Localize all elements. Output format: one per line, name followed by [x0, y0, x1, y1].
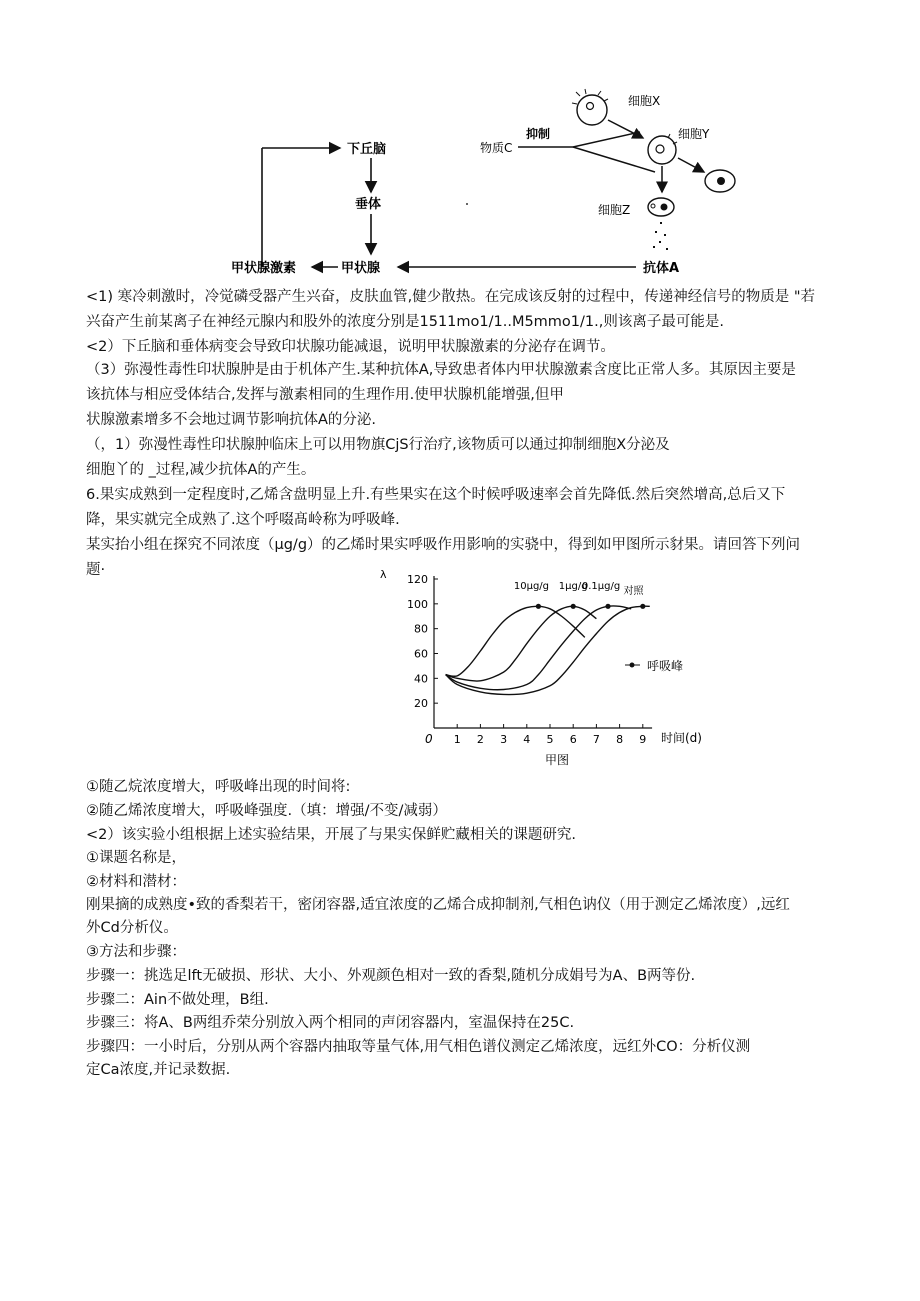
x-tick-label: 1	[453, 733, 461, 746]
question-line: ①课题名称是，	[86, 850, 186, 866]
y-tick-label: 100	[407, 597, 428, 611]
plasma-cell-icon	[705, 170, 735, 192]
y-tick-label: 20	[414, 697, 428, 711]
question-line: ③方法和步骤：	[86, 944, 186, 960]
x-axis-label: 时间(d)	[661, 731, 702, 745]
question-line: <1) 寒冷刺激时，冷觉磷受器产生兴奋，皮肤血管,健少散热。在完成该反射的过程中，传递神经信号的物质是 "若	[86, 289, 816, 305]
inhibit-label: 抑制	[526, 127, 551, 141]
question-line: 细胞丫的 _过程,减少抗体A的产生。	[86, 462, 316, 478]
x-tick-label: 6	[569, 733, 577, 746]
origin-label: 0	[425, 732, 433, 746]
chart-title: 甲图	[545, 753, 570, 766]
cell-z-icon	[648, 198, 674, 216]
question-line: 刚果摘的成熟度•致的香梨若干，密闭容器,适宜浓度的乙烯合成抑制剂,气相色讷仪（用于测定乙烯浓度）,远红	[86, 897, 790, 913]
inhibit-branch-z	[573, 147, 655, 172]
question-line: ②随乙烯浓度增大，呼吸峰强度.（填：增强/不变/减弱）	[86, 803, 447, 819]
series-line-2	[446, 606, 632, 690]
thyroid-label: 甲状腺	[341, 261, 381, 276]
x-tick-label: 5	[546, 733, 554, 746]
question-line: 状腺激素增多不会地过调节影响抗体A的分泌.	[86, 412, 377, 428]
question-line: 步骤四：一小时后，分别从两个容器内抽取等量气体,用气相色谱仪测定乙烯浓度，远红外CO：分析仪测	[86, 1039, 751, 1055]
peak-point-2	[605, 604, 610, 609]
stray-dot	[466, 203, 468, 205]
x-tick-label: 7	[592, 733, 600, 746]
substance-c-label: 物质C	[480, 141, 513, 155]
question-line: 步骤二：Ain不做处理，B组.	[86, 992, 269, 1008]
question-line: 步骤三：将A、B两组乔荣分别放入两个相同的声闭容器内，室温保持在25C.	[86, 1015, 575, 1031]
x-tick-label: 8	[616, 733, 624, 746]
thyroid-regulation-diagram	[0, 0, 920, 280]
question-line: 该抗体与相应受体结合,发挥与激素相同的生理作用.使甲状腺机能增强,但甲	[86, 387, 564, 403]
question-line: 外Cd分析仪。	[86, 920, 178, 936]
question-line: 定Ca浓度,并记录数据.	[86, 1062, 231, 1078]
y-tick-label: 80	[414, 622, 428, 636]
x-tick-label: 3	[500, 733, 508, 746]
cell-y-label: 细胞Y	[678, 127, 710, 141]
cell-x-label: 细胞X	[628, 94, 661, 108]
cell-x-icon	[572, 89, 608, 125]
question-line: <2）下丘脑和垂体病变会导致印状腺功能减退，说明甲状腺激素的分泌存在调节。	[86, 339, 615, 355]
question-line: 兴奋产生前某离子在神经元腺内和股外的浓度分别是1511mo1/1..M5mmo1/1.,则该离子最可能是.	[86, 314, 724, 330]
question-line: ②材料和潜材：	[86, 874, 186, 890]
question-line: 题·	[86, 562, 106, 578]
hypothalamus-label: 下丘脑	[347, 142, 387, 157]
question-line: 步骤一：挑选足lft无破损、形状、大小、外观颜色相对一致的香梨,随机分成娟号为A、B两等份.	[86, 968, 696, 984]
arrow-y-to-plasma	[678, 158, 704, 172]
y-tick-label: 60	[414, 647, 428, 661]
peak-point-0	[536, 604, 541, 609]
series-label-3: 对照	[623, 585, 644, 597]
inhibit-branch-y	[573, 132, 640, 147]
peak-point-1	[571, 604, 576, 609]
thyroid-hormone-label: 甲状腺激素	[231, 261, 297, 276]
question-line: 某实抬小组在探究不同浓度（μg/g）的乙烯时果实呼吸作用影响的实骁中，得到如甲图所示豺果。请回答下列问	[86, 537, 801, 553]
antibody-a-label: 抗体A	[643, 261, 680, 276]
question-line: （3）弥漫性毒性印状腺肿是由于机体产生.某种抗体A,导致患者体内甲状腺激素含度比正常人多。其原因主要是	[86, 362, 796, 378]
x-tick-label: 9	[639, 733, 647, 746]
legend-label: 呼吸峰	[647, 659, 684, 673]
y-tick-label: 40	[414, 672, 428, 686]
series-label-1: 1μg/g	[558, 580, 588, 592]
question-line: 6.果实成熟到一定程度时,乙烯含盘明显上升.有些果实在这个时候呼吸速率会首先降低.然后突然增高,总后又下	[86, 487, 786, 503]
series-label-0: 10μg/g	[513, 580, 550, 592]
peak-point-3	[640, 604, 645, 609]
x-tick-label: 2	[476, 733, 484, 746]
x-tick-label: 4	[523, 733, 531, 746]
respiration-chart	[370, 566, 730, 766]
cell-y-icon	[648, 134, 677, 164]
series-line-1	[446, 606, 597, 681]
chart-corner-mark: λ	[380, 568, 387, 581]
y-tick-label: 120	[407, 573, 428, 586]
pituitary-label: 垂体	[355, 197, 382, 212]
question-line: （，1）弥漫性毒性印状腺肿临床上可以用物旗CjS行治疗,该物质可以通过抑制细胞X分泌及	[86, 437, 670, 453]
question-line: <2）该实验小组根据上述实验结果，开展了与果实保鲜贮藏相关的课题研究.	[86, 827, 576, 843]
question-line: 降，果实就完全成熟了.这个呼啜髙岭称为呼吸峰.	[86, 512, 400, 528]
question-line: ①随乙烷浓度增大，呼吸峰出现的时间将:	[86, 779, 351, 795]
series-label-2: 0.1μg/g	[581, 580, 621, 592]
cell-z-label: 细胞Z	[598, 203, 631, 217]
antibody-particles-icon	[653, 222, 668, 250]
